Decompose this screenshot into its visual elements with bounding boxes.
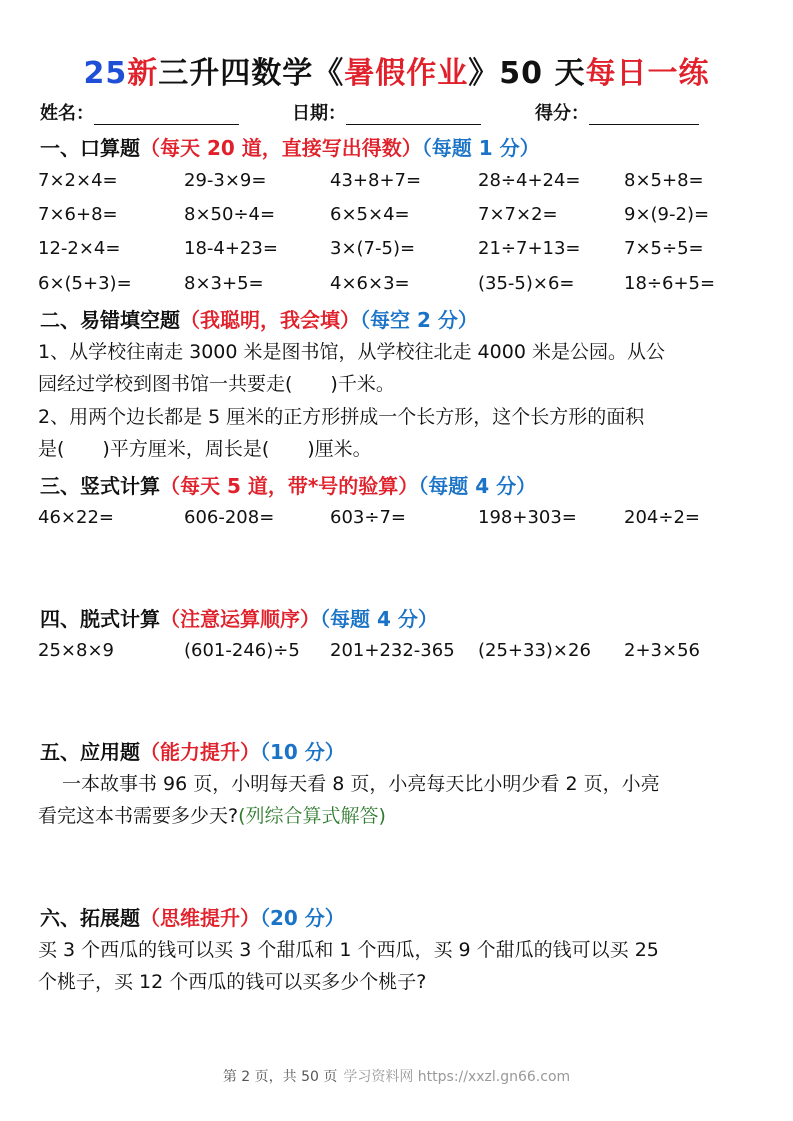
- page-title: [0, 48, 793, 92]
- word-problem-line2: 看完这本书需要多少天?: [38, 805, 239, 827]
- date-label: 日期：: [292, 103, 346, 124]
- fill-q2-line2: 是( )平方厘米，周长是( )厘米。: [38, 438, 372, 460]
- stepwise-item: (601-246)÷5: [184, 640, 300, 661]
- section-5-points: （10 分）: [260, 740, 345, 764]
- vertical-item: 46×22=: [38, 507, 114, 528]
- title-days: 50 天: [499, 56, 586, 91]
- oral-item: 6×5×4=: [330, 204, 410, 225]
- section-6-heading: [40, 902, 345, 931]
- score-label: 得分：: [535, 103, 589, 124]
- fill-question-2: [38, 401, 754, 465]
- title-new: 新: [127, 56, 159, 91]
- oral-item: 18÷6+5=: [624, 273, 716, 294]
- oral-item: 4×6×3=: [330, 273, 410, 294]
- section-3-heading: [40, 470, 536, 499]
- word-problem: [38, 768, 754, 832]
- oral-item: 8×50÷4=: [184, 204, 276, 225]
- oral-row-2: [38, 204, 758, 234]
- score-field[interactable]: [535, 99, 699, 125]
- stepwise-row: [38, 640, 758, 670]
- section-4-label: 四、脱式计算: [40, 607, 160, 631]
- extension-line1: 买 3 个西瓜的钱可以买 3 个甜瓜和 1 个西瓜，买 9 个甜瓜的钱可以买 25: [38, 939, 659, 961]
- section-6-points: （20 分）: [260, 906, 345, 930]
- oral-item: 9×(9-2)=: [624, 204, 710, 225]
- section-5-label: 五、应用题: [40, 740, 140, 764]
- oral-item: 21÷7+13=: [478, 238, 581, 259]
- oral-item: 7×6+8=: [38, 204, 118, 225]
- score-blank[interactable]: [589, 104, 699, 125]
- date-blank[interactable]: [346, 104, 481, 125]
- vertical-item: 204÷2=: [624, 507, 700, 528]
- oral-row-3: [38, 238, 758, 268]
- name-field[interactable]: [40, 99, 239, 125]
- section-2-tag: （我聪明，我会填）: [180, 308, 360, 332]
- vertical-item: 603÷7=: [330, 507, 406, 528]
- word-problem-line1: 一本故事书 96 页，小明每天看 8 页，小亮每天比小明少看 2 页，小亮: [62, 773, 660, 795]
- word-problem-hint: (列综合算式解答): [238, 805, 386, 827]
- section-6-tag: （思维提升）: [140, 906, 260, 930]
- section-4-tag: （注意运算顺序）: [160, 607, 320, 631]
- section-1-tag: （每天 20 道，直接写出得数）: [140, 136, 422, 160]
- oral-item: 18-4+23=: [184, 238, 278, 259]
- date-field[interactable]: [292, 99, 481, 125]
- oral-item: 7×5÷5=: [624, 238, 704, 259]
- section-6-label: 六、拓展题: [40, 906, 140, 930]
- page-number: 第 2 页，共 50 页: [222, 1069, 338, 1085]
- title-grade: 三升四数学: [158, 56, 314, 91]
- section-1-heading: [40, 132, 540, 161]
- section-3-label: 三、竖式计算: [40, 474, 160, 498]
- oral-item: 29-3×9=: [184, 170, 267, 191]
- oral-item: 28÷4+24=: [478, 170, 581, 191]
- fill-q1-line1: 1、从学校往南走 3000 米是图书馆，从学校往北走 4000 米是公园。从公: [38, 341, 665, 363]
- title-number: 25: [83, 56, 128, 91]
- section-5-heading: [40, 736, 345, 765]
- stepwise-item: 25×8×9: [38, 640, 114, 661]
- oral-item: 3×(7-5)=: [330, 238, 416, 259]
- stepwise-item: 2+3×56: [624, 640, 700, 661]
- section-2-label: 二、易错填空题: [40, 308, 180, 332]
- extension-line2: 个桃子，买 12 个西瓜的钱可以买多少个桃子?: [38, 971, 427, 993]
- section-2-points: （每空 2 分）: [360, 308, 478, 332]
- section-3-tag: （每天 5 道，带*号的验算）: [160, 474, 419, 498]
- vertical-item: 606-208=: [184, 507, 275, 528]
- section-5-tag: （能力提升）: [140, 740, 260, 764]
- section-4-heading: [40, 603, 438, 632]
- fill-question-1: [38, 336, 754, 400]
- title-tail: 每日一练: [585, 56, 710, 91]
- stepwise-item: 201+232-365: [330, 640, 455, 661]
- fill-q1-line2: 园经过学校到图书馆一共要走( )千米。: [38, 373, 395, 395]
- stepwise-item: (25+33)×26: [478, 640, 591, 661]
- watermark: 学习资料网 https://xxzl.gn66.com: [343, 1069, 571, 1085]
- oral-item: 43+8+7=: [330, 170, 422, 191]
- name-label: 姓名：: [40, 103, 94, 124]
- vertical-row: [38, 507, 758, 537]
- oral-item: 8×5+8=: [624, 170, 704, 191]
- oral-item: 8×3+5=: [184, 273, 264, 294]
- title-name: 暑假作业: [344, 56, 469, 91]
- page-footer: [0, 1066, 793, 1086]
- section-1-label: 一、口算题: [40, 136, 140, 160]
- oral-item: 7×2×4=: [38, 170, 118, 191]
- section-1-points: （每题 1 分）: [421, 136, 540, 160]
- title-bracket-open: 《: [313, 56, 345, 91]
- oral-row-4: [38, 273, 758, 303]
- oral-row-1: [38, 170, 758, 200]
- section-2-heading: [40, 304, 478, 333]
- oral-item: 12-2×4=: [38, 238, 121, 259]
- oral-item: 7×7×2=: [478, 204, 558, 225]
- oral-item: (35-5)×6=: [478, 273, 575, 294]
- section-4-points: （每题 4 分）: [320, 607, 438, 631]
- oral-item: 6×(5+3)=: [38, 273, 132, 294]
- title-bracket-close: 》: [468, 56, 500, 91]
- extension-problem: [38, 934, 754, 998]
- name-blank[interactable]: [94, 104, 239, 125]
- vertical-item: 198+303=: [478, 507, 577, 528]
- fill-q2-line1: 2、用两个边长都是 5 厘米的正方形拼成一个长方形，这个长方形的面积: [38, 406, 645, 428]
- section-3-points: （每题 4 分）: [418, 474, 537, 498]
- word-problem-line2-wrap: [38, 800, 754, 832]
